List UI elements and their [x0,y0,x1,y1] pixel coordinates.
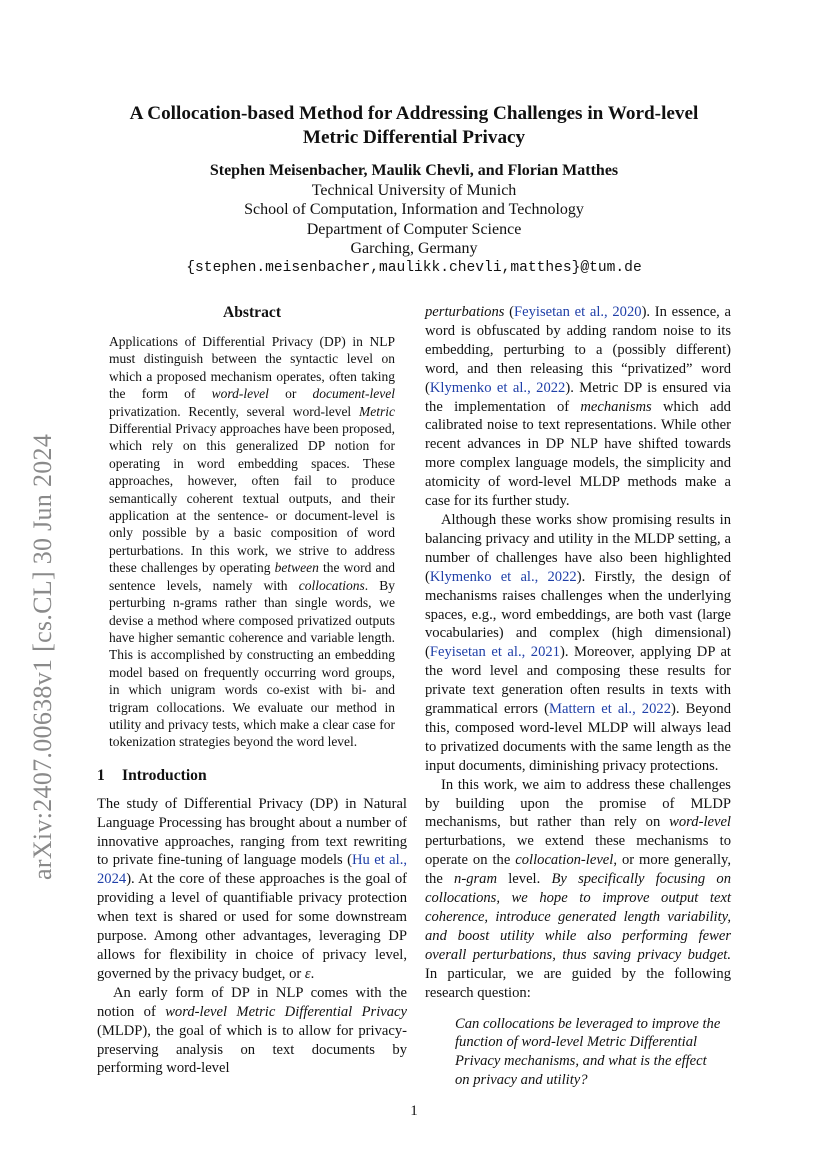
citation-link[interactable]: Klymenko et al., 2022 [429,568,577,585]
arxiv-identifier: arXiv:2407.00638v1 [cs.CL] 30 Jun 2024 [28,433,57,880]
affiliation-line: School of Computation, Information and Technology [244,201,584,219]
abstract-text: Applications of Differential Privacy (DP) in NLP must distinguish between the syntactic level on which a proposed mechanism operates, often taking the form of word-level or document-level privatization. Recently, several word-level Metric Differential Privacy approaches have been proposed, which rely on this generalized DP notion for operating in word embedding spaces. These approaches, however, often fail to produce semantically coherent textual outputs, and their application at the sentence- or document-level is only possible by a basic composition of word perturbations. In this work, we strive to address these challenges by operating between the word and sentence levels, namely with collocations. By perturbing n-grams rather than single words, we devise a method where composed privatized outputs have higher semantic coherence and variable length. This is accomplished by constructing an embedding model based on frequently occurring word groups, in which unigram words co-exist with bi- and trigram collocations. We evaluate our method in utility and privacy tests, which make a clear case for tokenization strategies beyond the word level. [109,334,395,750]
page-number: 1 [410,1103,418,1119]
citation-link[interactable]: Klymenko et al., 2022 [429,379,566,396]
author-block [120,161,708,279]
intro-paragraph-1: The study of Differential Privacy (DP) in Natural Language Processing has brought about a number of innovative approaches, ranging from text rewriting to private fine-tuning of language models (Hu et al., 2024). At the core of these approaches is the goal of providing a level of quantifiable privacy protection when text is shared or used for some downstream purpose. Among other advantages, leveraging DP allows for flexibility in choice of privacy level, governed by the privacy budget, or ε. [97,795,408,982]
section-heading-introduction: 1 Introduction [97,766,207,784]
left-column [97,303,407,1078]
affiliation-line: Garching, Germany [350,240,478,258]
affiliation-line: Technical University of Munich [311,181,517,199]
citation-link[interactable]: Mattern et al., 2022 [549,701,671,718]
citation-link[interactable]: Hu et al., 2024 [97,852,408,888]
right-column [425,303,731,1090]
intro-paragraph-2: An early form of DP in NLP comes with the notion of word-level Metric Differential Privacy (MLDP), the goal of which is to allow for privacy-preserving analysis on text documents by performing word-level [97,984,407,1077]
citation-link[interactable]: Feyisetan et al., 2021 [429,644,560,661]
abstract-heading: Abstract [222,304,282,321]
affiliation-line: Department of Computer Science [306,220,522,238]
research-question: Can collocations be leveraged to improve the function of word-level Metric Differential Privacy mechanisms, and what is the effect on privacy and utility? [455,1015,721,1089]
citation-link[interactable]: Feyisetan et al., 2020 [514,304,642,320]
intro-paragraph-3: Although these works show promising results in balancing privacy and utility in the MLDP setting, a number of challenges have also been highlighted (Klymenko et al., 2022). Firstly, the design of mechanisms raises challenges when the underlying spaces, e.g., word embeddings, are both vast (large vocabularies) and complex (high dimensional) (Feyisetan et al., 2021). Moreover, applying DP at the word level and composing these results for private text generation often results in texts with grammatical errors (Mattern et al., 2022). Beyond this, composed word-level MLDP will always lead to privatized documents with the same length as the input documents, diminishing privacy protections. [425,511,731,774]
intro-paragraph-4: In this work, we aim to address these challenges by building upon the promise of MLDP mechanisms, but rather than rely on word-level perturbations, we extend these mechanisms to operate on the collocation-level, or more generally, the n-gram level. By specifically focusing on collocations, we hope to improve output text coherence, introduce generated length variability, and boost utility while also performing fewer overall perturbations, thus saving privacy budget. In particular, we are guided by the following research question: [425,776,732,1001]
intro-paragraph-2-continued: perturbations (Feyisetan et al., 2020). In essence, a word is obfuscated by adding random noise to its embedding, perturbing to a (possibly different) word, and then releasing this “privatized” word (Klymenko et al., 2022). Metric DP is ensured via the implementation of mechanisms which add calibrated noise to text representations. While other recent advances in DP NLP have shifted towards more complex language models, the simplicity and atomicity of word-level MLDP methods make a case for its further study. [425,304,731,510]
paper-title: A Collocation-based Method for Addressing Challenges in Word-level Metric Differential Privacy [129,103,699,148]
author-emails: {stephen.meisenbacher,maulikk.chevli,matthes}@tum.de [186,259,642,276]
arxiv-side-label [20,368,60,888]
author-names: Stephen Meisenbacher, Maulik Chevli, and Florian Matthes [209,162,619,179]
